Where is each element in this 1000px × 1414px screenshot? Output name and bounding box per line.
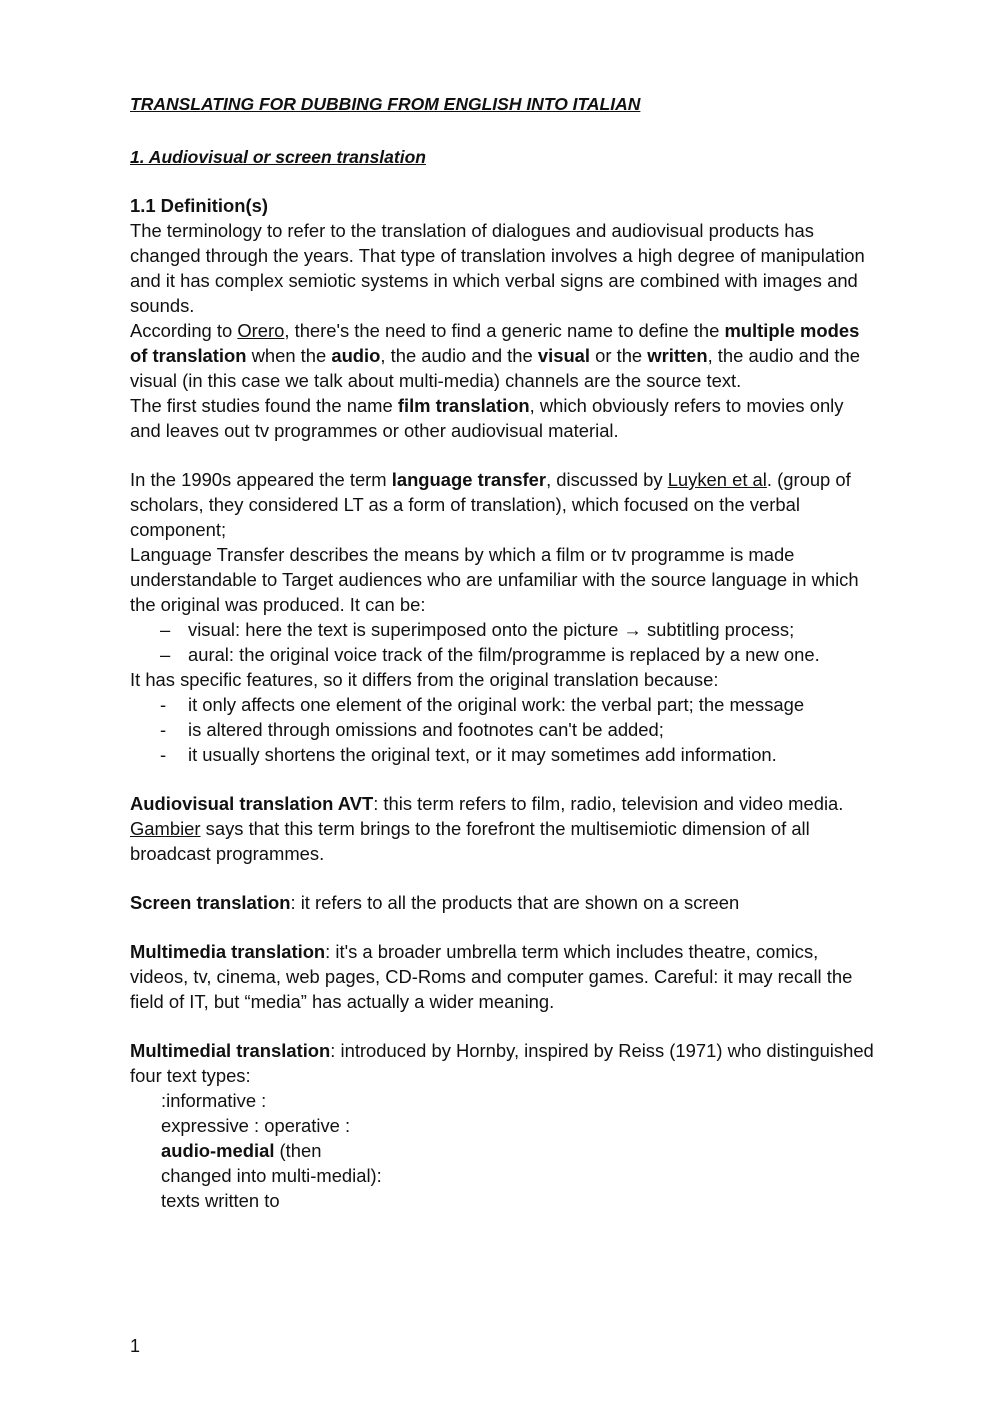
text-type-line: :informative : [161, 1090, 267, 1111]
list-marker: – [160, 619, 171, 640]
text-run: : it refers to all the products that are shown on a screen [290, 892, 740, 913]
section-heading: 1. Audiovisual or screen translation [130, 147, 426, 167]
citation-luyken: Luyken et al [667, 469, 767, 490]
text-run: , the audio and the visual (in this case we talk about multi-media) channels are the source text. [130, 345, 860, 391]
features-list [130, 692, 875, 767]
paragraph-orero [130, 318, 875, 393]
citation-gambier: Gambier [130, 818, 201, 839]
paragraph-film-translation [130, 393, 875, 443]
text-run: The first studies found the name [130, 395, 398, 416]
document-title: TRANSLATING FOR DUBBING FROM ENGLISH INTO ITALIAN [130, 94, 641, 114]
text-run: : this term refers to film, radio, television and video media. [373, 793, 844, 814]
paragraph-lt-description: Language Transfer describes the means by which a film or tv programme is made understandable to Target audiences who are unfamiliar with the source language in which the original was produced. It can be: [130, 544, 859, 615]
list-item [130, 742, 875, 767]
text-run: when the [246, 345, 332, 366]
text-run: : it's a broader umbrella term which includes theatre, comics, videos, tv, cinema, web pages, CD-Roms and computer games. Careful: it may recall the field of IT, but “media” has actually a wider meaning. [130, 941, 853, 1012]
paragraph-screen-translation [130, 890, 875, 915]
bold-term: Audiovisual translation AVT [130, 793, 374, 814]
paragraph-features: It has specific features, so it differs from the original translation because: [130, 669, 719, 690]
page-number: 1 [130, 1336, 141, 1356]
list-marker: - [160, 694, 167, 715]
lt-types-list [130, 617, 875, 667]
list-item [130, 617, 875, 642]
bold-term: visual [537, 345, 591, 366]
bold-term: audio-medial [161, 1140, 275, 1161]
text-run: . (group of scholars, they considered LT as a form of translation), which focused on the verbal component; [130, 469, 851, 540]
list-item [130, 692, 875, 717]
list-item-text: visual: here the text is superimposed onto the picture → subtitling process; [188, 619, 795, 640]
text-run: : introduced by Hornby, inspired by Reiss (1971) who distinguished four text types: [130, 1040, 874, 1086]
text-run: , discussed by [546, 469, 668, 490]
text-run: According to [130, 320, 238, 341]
bold-term: Multimedial translation [130, 1040, 331, 1061]
text-type-line: expressive : operative : [161, 1115, 351, 1136]
bold-term: language transfer [391, 469, 547, 490]
list-marker: – [160, 644, 171, 665]
text-run: , which obviously refers to movies only and leaves out tv programmes or other audiovisual material. [130, 395, 844, 441]
list-marker: - [160, 719, 167, 740]
list-item [130, 642, 875, 667]
list-item-text: it only affects one element of the original work: the verbal part; the message [188, 694, 805, 715]
text-run: says that this term brings to the forefront the multisemiotic dimension of all broadcast programmes. [130, 818, 810, 864]
paragraph-terminology: The terminology to refer to the translation of dialogues and audiovisual products has changed through the years. That type of translation involves a high degree of manipulation and it has complex semiotic systems in which verbal signs are combined with images and sounds. [130, 220, 865, 316]
list-item-text: it usually shortens the original text, or it may sometimes add information. [188, 744, 777, 765]
text-run: , there's the need to find a generic name to define the [284, 320, 725, 341]
text-run: or the [590, 345, 648, 366]
citation-orero: Orero [237, 320, 285, 341]
bold-term: Screen translation [130, 892, 291, 913]
paragraph-multimedia-translation [130, 939, 875, 1014]
text-run: In the 1990s appeared the term [130, 469, 392, 490]
list-item-text: is altered through omissions and footnotes can't be added; [188, 719, 664, 740]
paragraph-multimedial-translation [130, 1038, 875, 1088]
text-run: , the audio and the [380, 345, 538, 366]
list-item-text: aural: the original voice track of the film/programme is replaced by a new one. [188, 644, 820, 665]
bold-term: film translation [397, 395, 530, 416]
paragraph-avt [130, 791, 875, 866]
document-body [130, 92, 875, 1213]
text-type-line [161, 1138, 391, 1213]
text-types-block [130, 1088, 391, 1213]
text-run: (then changed into multi-medial): texts written to [161, 1140, 382, 1211]
paragraph-language-transfer [130, 467, 875, 542]
list-item [130, 717, 875, 742]
bold-term: audio [331, 345, 381, 366]
subsection-heading: 1.1 Definition(s) [130, 195, 268, 216]
list-marker: - [160, 744, 167, 765]
bold-term: Multimedia translation [130, 941, 326, 962]
bold-term: multiple modes of translation [130, 320, 860, 366]
bold-term: written [647, 345, 708, 366]
